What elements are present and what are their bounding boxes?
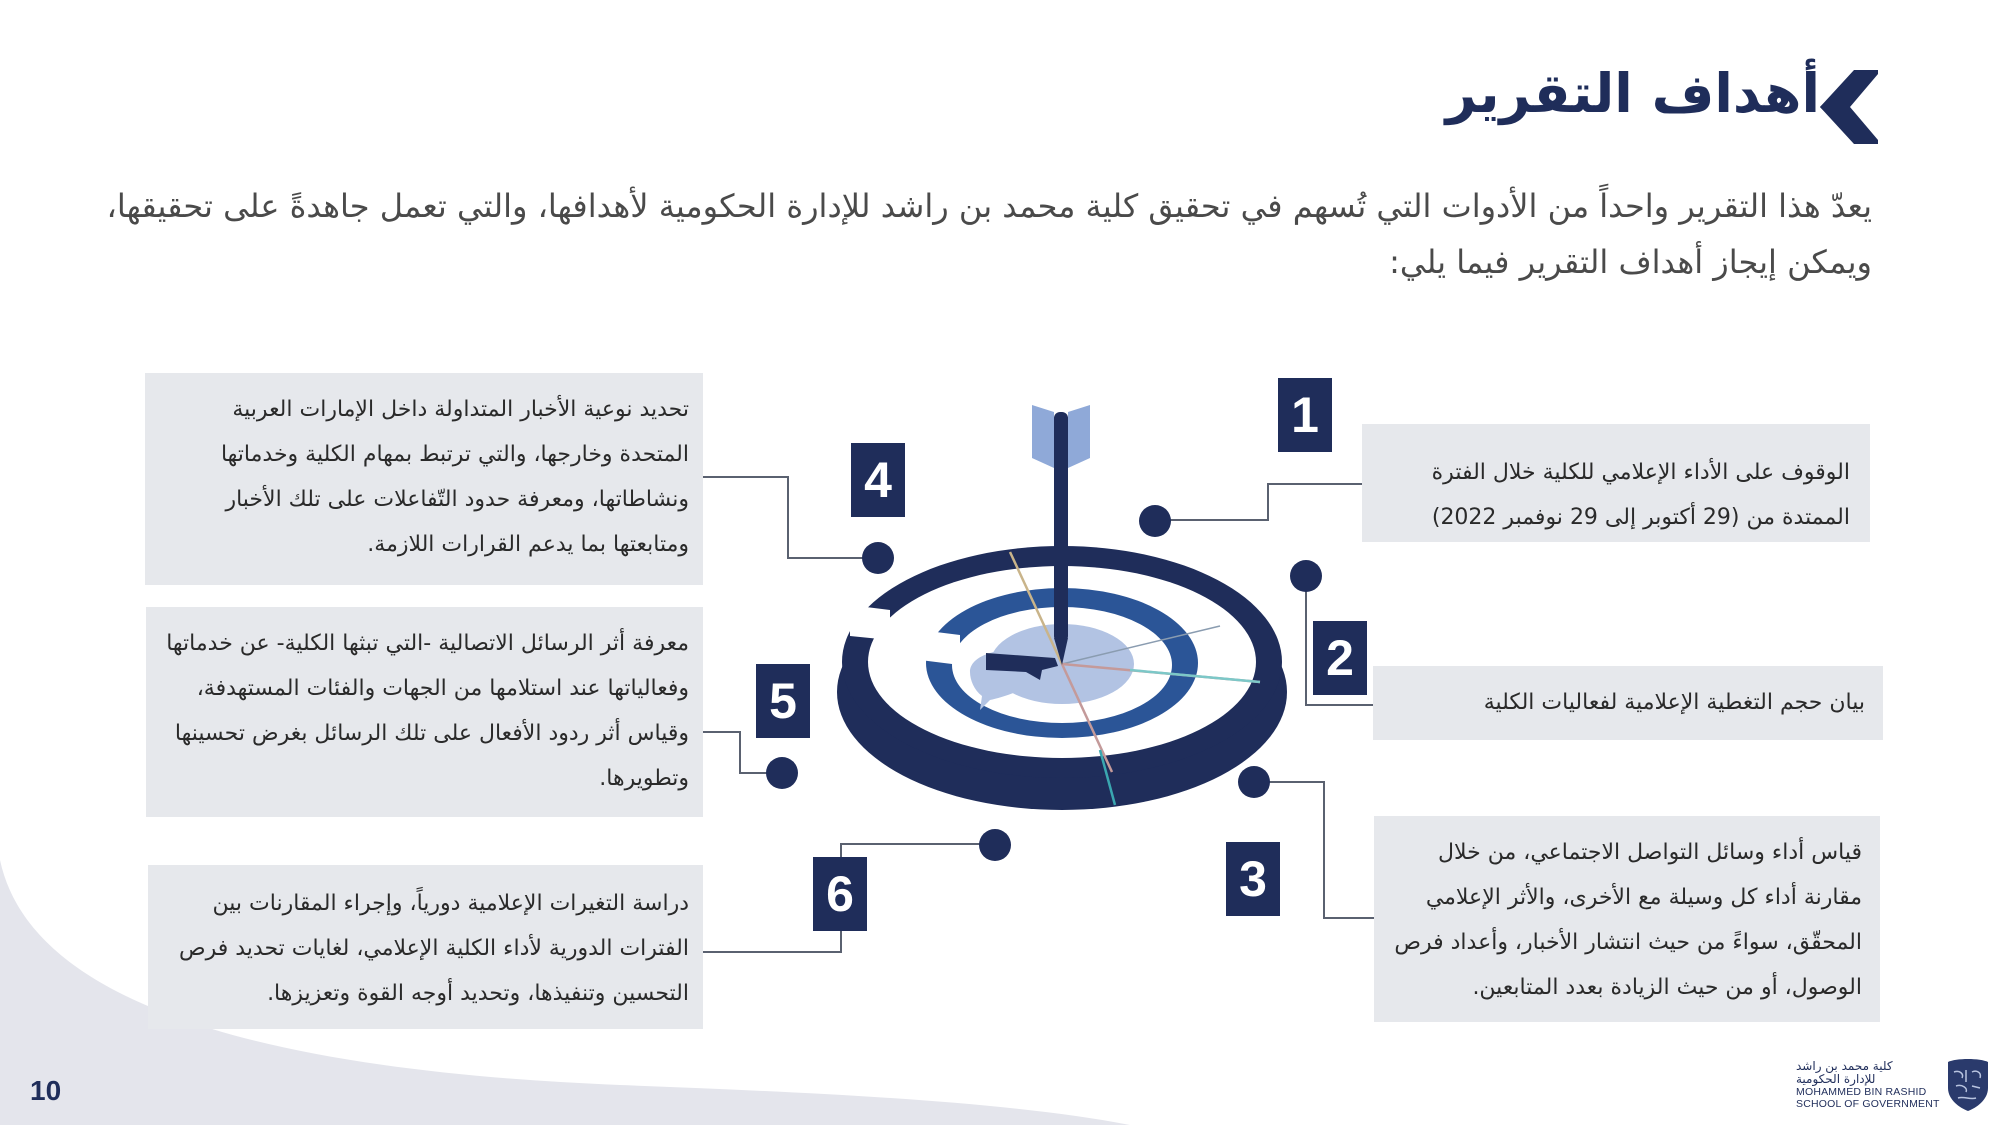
page-title: أهداف التقرير bbox=[1445, 62, 1820, 125]
school-logo bbox=[1796, 1052, 1996, 1118]
objective-text-6: دراسة التغيرات الإعلامية دورياً، وإجراء المقارنات بين الفترات الدورية لأداء الكلية الإعلامي، لغايات تحديد فرص التحسين وتنفيذها، وتحديد أوجه القوة وتعزيزها. bbox=[179, 891, 689, 1006]
page-number: 10 bbox=[30, 1075, 62, 1106]
logo-arabic-line-2: للإدارة الحكومية bbox=[1796, 1072, 1876, 1086]
logo-text bbox=[1796, 1060, 1940, 1110]
objective-card-5 bbox=[146, 607, 703, 817]
number-badge-6: 6 bbox=[813, 857, 867, 931]
connector-dot-6 bbox=[979, 829, 1011, 861]
logo-english-line-1: MOHAMMED BIN RASHID bbox=[1796, 1086, 1927, 1098]
objective-card-6 bbox=[148, 865, 703, 1029]
objective-text-3: قياس أداء وسائل التواصل الاجتماعي، من خلال مقارنة أداء كل وسيلة مع الأخرى، والأثر الإعلامي المحقّق، سواءً من حيث انتشار الأخبار، وأعداد فرص الوصول، أو من حيث الزيادة بعدد المتابعين. bbox=[1394, 840, 1862, 1000]
number-badge-4: 4 bbox=[851, 443, 905, 517]
chevron-left-icon bbox=[1820, 70, 1878, 144]
objective-card-2 bbox=[1373, 666, 1883, 740]
objective-card-3 bbox=[1374, 816, 1880, 1022]
logo-arabic-line-1: كلية محمد بن راشد bbox=[1796, 1059, 1893, 1073]
number-badge-1: 1 bbox=[1278, 378, 1332, 452]
number-badge-5: 5 bbox=[756, 664, 810, 738]
objective-text-1: الوقوف على الأداء الإعلامي للكلية خلال الفترة الممتدة من (29 أكتوبر إلى 29 نوفمبر 2022) bbox=[1431, 460, 1850, 530]
number-badge-3: 3 bbox=[1226, 842, 1280, 916]
intro-paragraph: يعدّ هذا التقرير واحداً من الأدوات التي تُسهم في تحقيق كلية محمد بن راشد للإدارة الحكومية لأهدافها، والتي تعمل جاهدةً على تحقيقها، ويمكن إيجاز أهداف التقرير فيما يلي: bbox=[106, 187, 1872, 281]
objective-card-1 bbox=[1362, 424, 1870, 542]
connector-dot-5 bbox=[766, 757, 798, 789]
objective-text-2: بيان حجم التغطية الإعلامية لفعاليات الكلية bbox=[1483, 690, 1865, 715]
shield-emblem-icon bbox=[1946, 1058, 1990, 1112]
objective-text-5: معرفة أثر الرسائل الاتصالية -التي تبثها الكلية- عن خدماتها وفعالياتها عند استلامها من الجهات والفئات المستهدفة، وقياس أثر ردود الأفعال على تلك الرسائل بغرض تحسينها وتطويرها. bbox=[166, 631, 689, 791]
connector-dot-3 bbox=[1238, 766, 1270, 798]
connector-dot-1 bbox=[1139, 505, 1171, 537]
logo-english-line-2: SCHOOL OF GOVERNMENT bbox=[1796, 1098, 1940, 1110]
connector-dot-4 bbox=[862, 542, 894, 574]
number-badge-2: 2 bbox=[1313, 621, 1367, 695]
objective-text-4: تحديد نوعية الأخبار المتداولة داخل الإمارات العربية المتحدة وخارجها، والتي ترتبط بمهام الكلية وخدماتها ونشاطاتها، ومعرفة حدود التّفاعلات على تلك الأخبار ومتابعتها بما يدعم القرارات اللازمة. bbox=[220, 397, 689, 557]
objective-card-4 bbox=[145, 373, 703, 585]
connector-dot-2 bbox=[1290, 560, 1322, 592]
